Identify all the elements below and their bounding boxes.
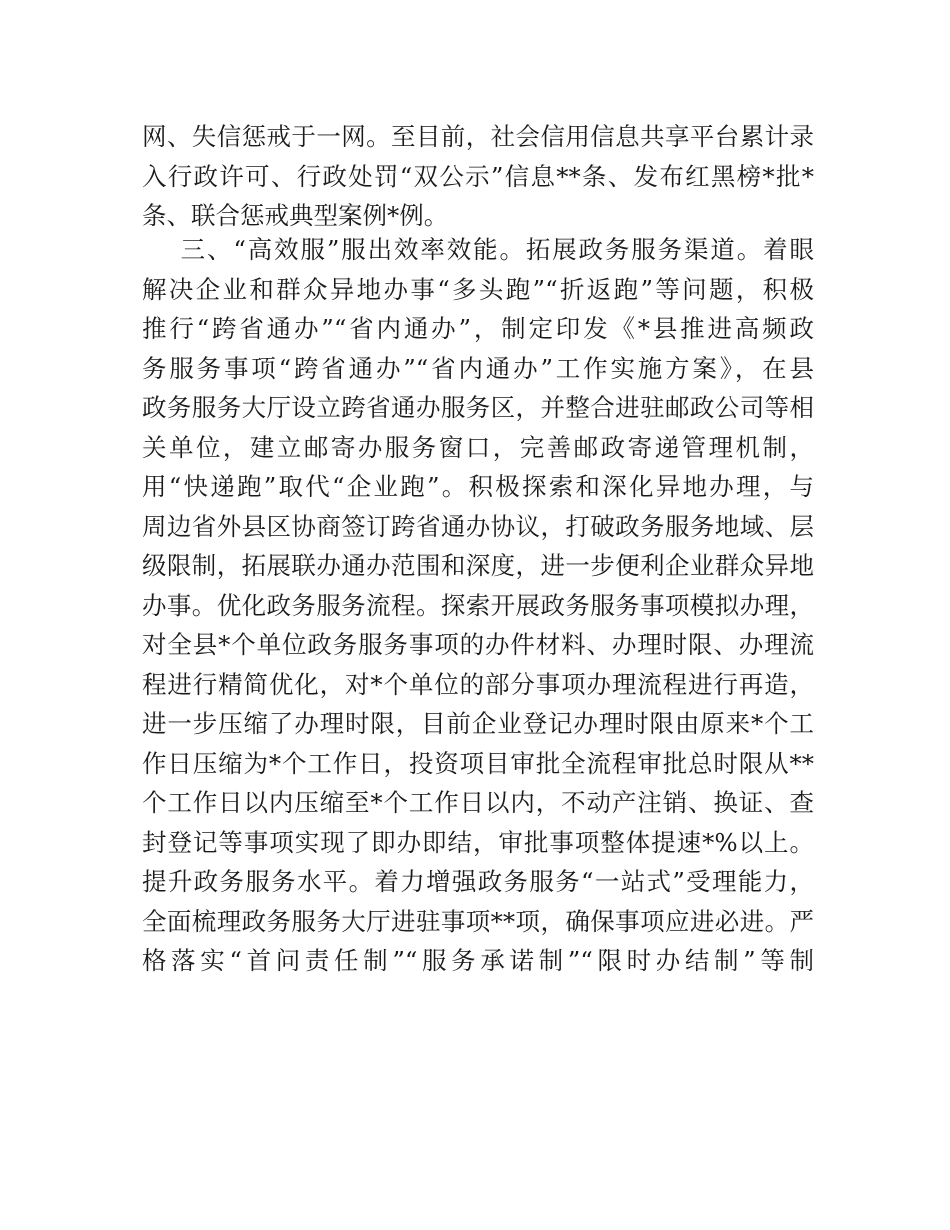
text-line: 解决企业和群众异地办事“多头跑”“折返跑”等问题，积极 [142,274,814,304]
section-heading-line: 三、“高效服”服出效率效能。拓展政务服务渠道。着眼 [142,235,814,264]
text-line: 用“快递跑”取代“企业跑”。积极探索和深化异地办理，与 [142,472,814,501]
text-line: 进一步压缩了办理时限，目前企业登记办理时限由原来*个工 [142,709,814,738]
text-line: 周边省外县区协商签订跨省通办协议，打破政务服务地域、层 [142,511,814,541]
text-line: 对全县*个单位政务服务事项的办件材料、办理时限、办理流 [142,630,814,659]
text-line: 推行“跨省通办”“省内通办”，制定印发《*县推进高频政 [142,314,814,343]
text-line: 程进行精简优化，对*个单位的部分事项办理流程进行再造， [142,669,814,699]
text-line: 务服务事项“跨省通办”“省内通办”工作实施方案》，在县 [142,353,814,383]
text-line: 封登记等事项实现了即办即结，审批事项整体提速*%以上。 [142,827,814,857]
text-line: 网、失信惩戒于一网。至目前，社会信用信息共享平台累计录 [142,122,814,151]
text-line: 作日压缩为*个工作日，投资项目审批全流程审批总时限从** [142,748,814,778]
text-line: 政务服务大厅设立跨省通办服务区，并整合进驻邮政公司等相 [142,393,814,422]
text-line: 条、联合惩戒典型案例*例。 [142,201,449,230]
text-line: 级限制，拓展联办通办范围和深度，进一步便利企业群众异地 [142,551,814,580]
text-line: 入行政许可、行政处罚“双公示”信息**条、发布红黑榜*批* [142,161,814,191]
paragraph-credit-sharing [142,117,814,236]
paragraph-efficient-service [142,230,814,981]
text-line: 格落实“首问责任制”“服务承诺制”“限时办结制”等制 [142,946,814,975]
text-line: 关单位，建立邮寄办服务窗口，完善邮政寄递管理机制， [142,432,814,462]
text-line: 办事。优化政务服务流程。探索开展政务服务事项模拟办理， [142,590,814,620]
text-line: 个工作日以内压缩至*个工作日以内，不动产注销、换证、查 [142,788,814,817]
text-line: 提升政务服务水平。着力增强政务服务“一站式”受理能力， [142,867,814,896]
text-line: 全面梳理政务服务大厅进驻事项**项，确保事项应进必进。严 [142,906,814,936]
